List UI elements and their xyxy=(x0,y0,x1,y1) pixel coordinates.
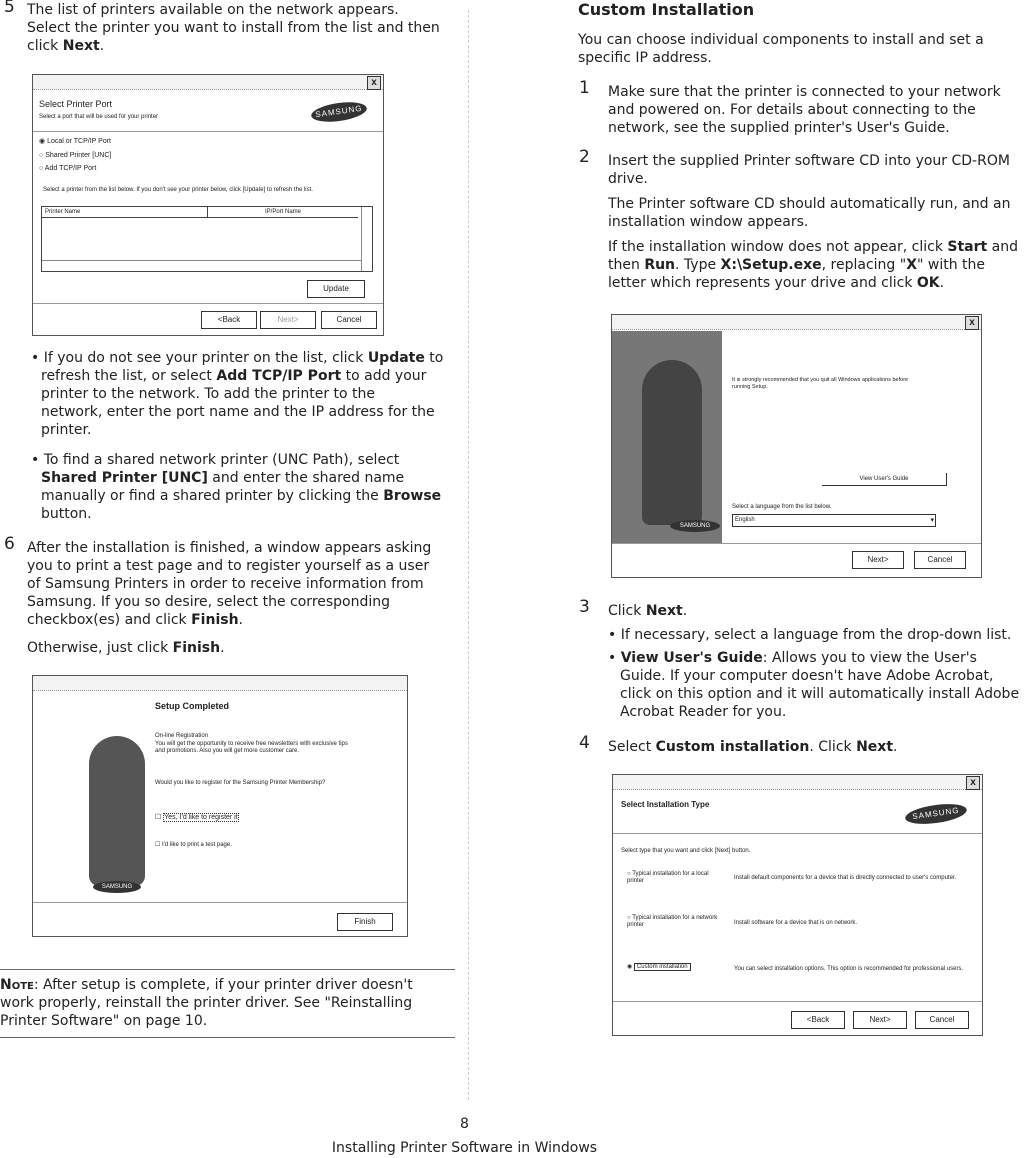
step-number-6: 6 xyxy=(4,534,15,554)
note-text: Note: After setup is complete, if your printer driver doesn't work properly, reinstall the printer driver. See "Reinstalling Printer Software" on page 10. xyxy=(0,977,413,1029)
membership-question: Would you like to register for the Samsung Printer Membership? xyxy=(155,780,326,786)
close-icon[interactable]: x xyxy=(367,76,381,90)
test-page-checkbox[interactable]: ☐ I'd like to print a test page. xyxy=(155,842,232,848)
cancel-button[interactable]: Cancel xyxy=(321,311,377,329)
radio-shared-unc[interactable]: ○ Shared Printer [UNC] xyxy=(39,152,112,159)
custom-desc: You can select installation options. This option is recommended for professional users. xyxy=(734,966,964,972)
instruction-text: Select a printer from the list below. If you don't see your printer below, click [Update] to refresh the list. xyxy=(43,187,313,193)
next-button[interactable]: Next> xyxy=(852,551,904,569)
step-number-5: 5 xyxy=(4,0,15,17)
back-button[interactable]: <Back xyxy=(791,1011,845,1029)
bullet-update: • If you do not see your printer on the list, click Update to refresh the list, or select Add TCP/IP Port to add your printer to the network. To add the printer to the network, enter the port name and the IP address for the printer. xyxy=(31,350,444,438)
register-checkbox[interactable]: ☐ Yes, I'd like to register it xyxy=(155,814,238,821)
step-1-text: Make sure that the printer is connected to your network and powered on. For details about connecting to the network, see the supplied printer's User's Guide. xyxy=(608,84,1001,136)
radio-add-tcp[interactable]: ○ Add TCP/IP Port xyxy=(39,165,97,172)
bullet-shared: • To find a shared network printer (UNC Path), select Shared Printer [UNC] and enter the shared name manually or find a shared printer by clicking the Browse button. xyxy=(31,452,442,522)
dialog-titlebar xyxy=(33,75,383,90)
registration-text-2: and promotions. Also you will get more customer care. xyxy=(155,748,300,754)
radio-typical-local[interactable]: ○ Typical installation for a local printer xyxy=(627,871,709,884)
radio-custom[interactable]: ◉ Custom installation xyxy=(627,964,727,971)
next-button[interactable]: Next> xyxy=(260,311,316,329)
close-icon[interactable]: x xyxy=(966,776,980,790)
horizontal-scrollbar[interactable] xyxy=(42,260,362,271)
step-4-text: Select Custom installation. Click Next. xyxy=(608,739,898,755)
dialog-title: Setup Completed xyxy=(155,701,230,711)
col-ip-port[interactable]: IP/Port Name xyxy=(208,207,358,218)
view-users-guide-button[interactable]: View User's Guide xyxy=(822,473,947,486)
column-divider xyxy=(468,10,469,1100)
back-button[interactable]: <Back xyxy=(201,311,257,329)
dialog-title: Select Printer Port xyxy=(39,99,113,109)
samsung-logo: SAMSUNG xyxy=(93,881,141,893)
close-icon[interactable]: x xyxy=(965,316,979,330)
warning-text-2: running Setup. xyxy=(732,384,768,390)
samsung-logo: SAMSUNG xyxy=(904,801,968,827)
dialog-subtitle: Select a port that will be used for your printer xyxy=(39,114,159,120)
radio-typical-network[interactable]: ○ Typical installation for a network printer xyxy=(627,915,718,928)
dialog-title: Select Installation Type xyxy=(621,800,710,809)
samsung-logo: SAMSUNG xyxy=(670,520,720,532)
setup-completed-dialog xyxy=(32,675,408,937)
typical-network-desc: Install software for a device that is on network. xyxy=(734,920,858,926)
col-printer-name[interactable]: Printer Name xyxy=(42,207,208,218)
step-6-text: After the installation is finished, a window appears asking you to print a test page and to register yourself as a user of Samsung Printers in order to receive information from Samsung. If you so desire, select the corresponding checkbox(es) and click Finish. Otherwise, just click Finish. xyxy=(27,540,432,656)
note-rule-top xyxy=(0,969,455,970)
printer-list[interactable] xyxy=(41,206,373,272)
language-select[interactable]: English ▾ xyxy=(732,514,936,527)
dialog-titlebar xyxy=(612,315,981,330)
dialog-titlebar xyxy=(613,775,982,790)
registration-text-1: You will get the opportunity to receive free newsletters with exclusive tips xyxy=(155,741,348,747)
select-printer-port-dialog xyxy=(32,74,384,336)
intro-text: You can choose individual components to install and set a specific IP address. xyxy=(578,32,984,66)
cancel-button[interactable]: Cancel xyxy=(915,1011,969,1029)
step-5-text: The list of printers available on the network appears. Select the printer you want to install from the list and then click Next. xyxy=(27,2,440,54)
installation-dialog xyxy=(611,314,982,578)
step-number-1: 1 xyxy=(579,78,590,98)
next-button[interactable]: Next> xyxy=(853,1011,907,1029)
page-number: 8 xyxy=(460,1116,469,1132)
note-rule-bottom xyxy=(0,1037,455,1038)
footer-title: Installing Printer Software in Windows xyxy=(331,1140,598,1156)
step-number-4: 4 xyxy=(579,733,590,753)
section-heading: Custom Installation xyxy=(578,0,755,19)
dialog-titlebar xyxy=(33,676,407,691)
cancel-button[interactable]: Cancel xyxy=(914,551,966,569)
step-3-text: Click Next. • If necessary, select a language from the drop-down list. • View User's Guide: Allows you to view the User's Guide. If your computer doesn't have Adobe Acrobat, click on this option and it will automatically install Adobe Acrobat Reader for you. xyxy=(608,603,1020,720)
decorative-figure xyxy=(642,360,702,525)
update-button[interactable]: Update xyxy=(307,280,365,298)
language-label: Select a language from the list below. xyxy=(732,504,832,510)
step-number-3: 3 xyxy=(579,597,590,617)
typical-local-desc: Install default components for a device that is directly connected to user's computer. xyxy=(734,875,957,881)
installation-type-dialog xyxy=(612,774,983,1036)
samsung-logo: SAMSUNG xyxy=(310,99,368,125)
registration-heading: On-line Registration xyxy=(155,733,209,739)
vertical-scrollbar[interactable] xyxy=(361,207,372,271)
finish-button[interactable]: Finish xyxy=(337,913,393,931)
step-number-2: 2 xyxy=(579,147,590,167)
instruction-text: Select type that you want and click [Next] button. xyxy=(621,848,751,854)
radio-local-tcp[interactable]: ◉ Local or TCP/IP Port xyxy=(39,138,111,145)
decorative-figure xyxy=(89,736,145,886)
chevron-down-icon[interactable]: ▾ xyxy=(930,517,934,524)
warning-text-1: It is strongly recommended that you quit all Windows applications before xyxy=(732,377,909,383)
step-2-text: Insert the supplied Printer software CD into your CD-ROM drive. The Printer software CD should automatically run, and an installation window appears. If the installation window does not appear, click Start and then Run. Type X:\Setup.exe, replacing "X" with the letter which represents your drive and click OK. xyxy=(608,153,1018,291)
